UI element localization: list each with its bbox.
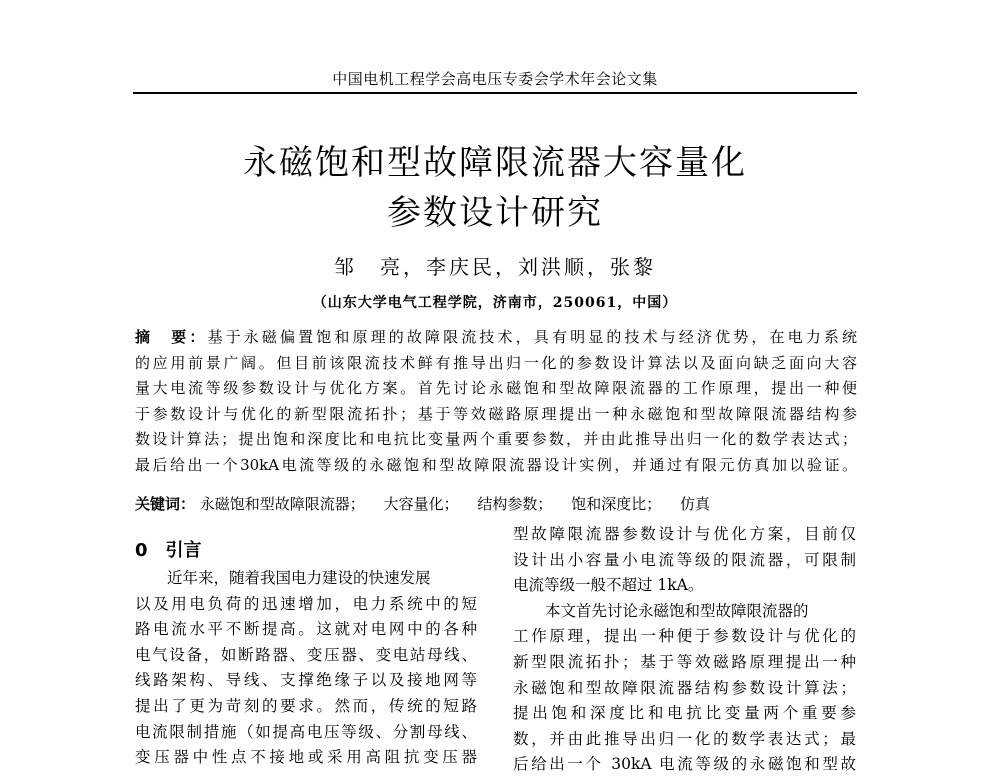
keyword: 永磁饱和型故障限流器； (199, 495, 365, 513)
body-line: 线路架构、导线、支撑绝缘子以及接地网等 (135, 671, 477, 690)
body-line: 电流限制措施（如提高电压等级、分割母线、 (135, 722, 477, 741)
body-line: 型故障限流器参数设计与优化方案，目前仅 (513, 525, 856, 543)
running-head: 中国电机工程学会高电压专委会学术年会论文集 (332, 70, 658, 88)
paper-title-line-2: 参数设计研究 (387, 193, 603, 233)
body-line: 以及用电负荷的迅速增加，电力系统中的短 (135, 594, 477, 613)
body-line: 工作原理，提出一种便于参数设计与优化的 (513, 627, 856, 646)
abstract-line: 最后给出一个30kA电流等级的永磁饱和型故障限流器设计实例，并通过有限元仿真加以验证。 (135, 455, 857, 474)
abstract-line: 的应用前景广阔。但目前该限流技术鲜有推导出归一化的参数设计算法以及面向缺乏面向大容 (135, 353, 857, 372)
keywords-label: 关键词： (135, 495, 196, 513)
body-line: 电流等级一般不超过 1kA。 (513, 576, 704, 595)
abstract-line: 数设计算法；提出饱和深度比和电抗比变量两个重要参数，并由此推导出归一化的数学表达式； (135, 430, 857, 449)
keyword: 仿真 (679, 495, 710, 513)
body-line: 新型限流拓扑；基于等效磁路原理提出一种 (513, 652, 856, 671)
body-line: 路电流水平不断提高。这就对电网中的各种 (135, 620, 477, 639)
body-line: 近年来，随着我国电力建设的快速发展 (167, 569, 431, 587)
affiliation: （山东大学电气工程学院，济南市，250061，中国） (312, 295, 678, 311)
body-line: 提出饱和深度比和电抗比变量两个重要参 (513, 704, 856, 723)
abstract (135, 326, 857, 480)
body-line: 数，并由此推导出归一化的数学表达式；最 (513, 729, 856, 748)
keywords (135, 493, 857, 514)
left-column (135, 566, 477, 771)
keyword: 大容量化； (383, 495, 459, 513)
body-line: 本文首先讨论永磁饱和型故障限流器的 (545, 601, 809, 620)
body-line: 变压器中性点不接地或采用高阻抗变压器 (135, 748, 477, 767)
keyword: 结构参数； (477, 495, 553, 513)
author-list: 邹 亮，李庆民，刘洪顺，张黎 (334, 255, 656, 279)
right-column (513, 522, 856, 778)
header-rule (133, 92, 857, 94)
paper-title-line-1: 永磁饱和型故障限流器大容量化 (243, 143, 747, 183)
body-line: 设计出小容量小电流等级的限流器，可限制 (513, 550, 856, 569)
body-line: 电气设备，如断路器、变压器、变电站母线、 (135, 645, 477, 664)
abstract-line: 量大电流等级参数设计与优化方案。首先讨论永磁饱和型故障限流器的工作原理，提出一种便 (135, 379, 857, 398)
abstract-line: 摘 要：基于永磁偏置饱和原理的故障限流技术，具有明显的技术与经济优势，在电力系统 (135, 328, 857, 346)
abstract-line: 于参数设计与优化的新型限流拓扑；基于等效磁路原理提出一种永磁饱和型故障限流器结构参 (135, 404, 857, 423)
abstract-label: 摘 要： (135, 328, 208, 346)
section-heading-introduction: 0 引言 (135, 540, 202, 561)
body-line: 永磁饱和型故障限流器结构参数设计算法； (513, 678, 856, 697)
keyword: 饱和深度比； (571, 495, 662, 513)
body-line: 后给出一个 30kA 电流等级的永磁饱和型故 (513, 755, 856, 774)
body-line: 提出了更为苛刻的要求。然而，传统的短路 (135, 696, 477, 715)
